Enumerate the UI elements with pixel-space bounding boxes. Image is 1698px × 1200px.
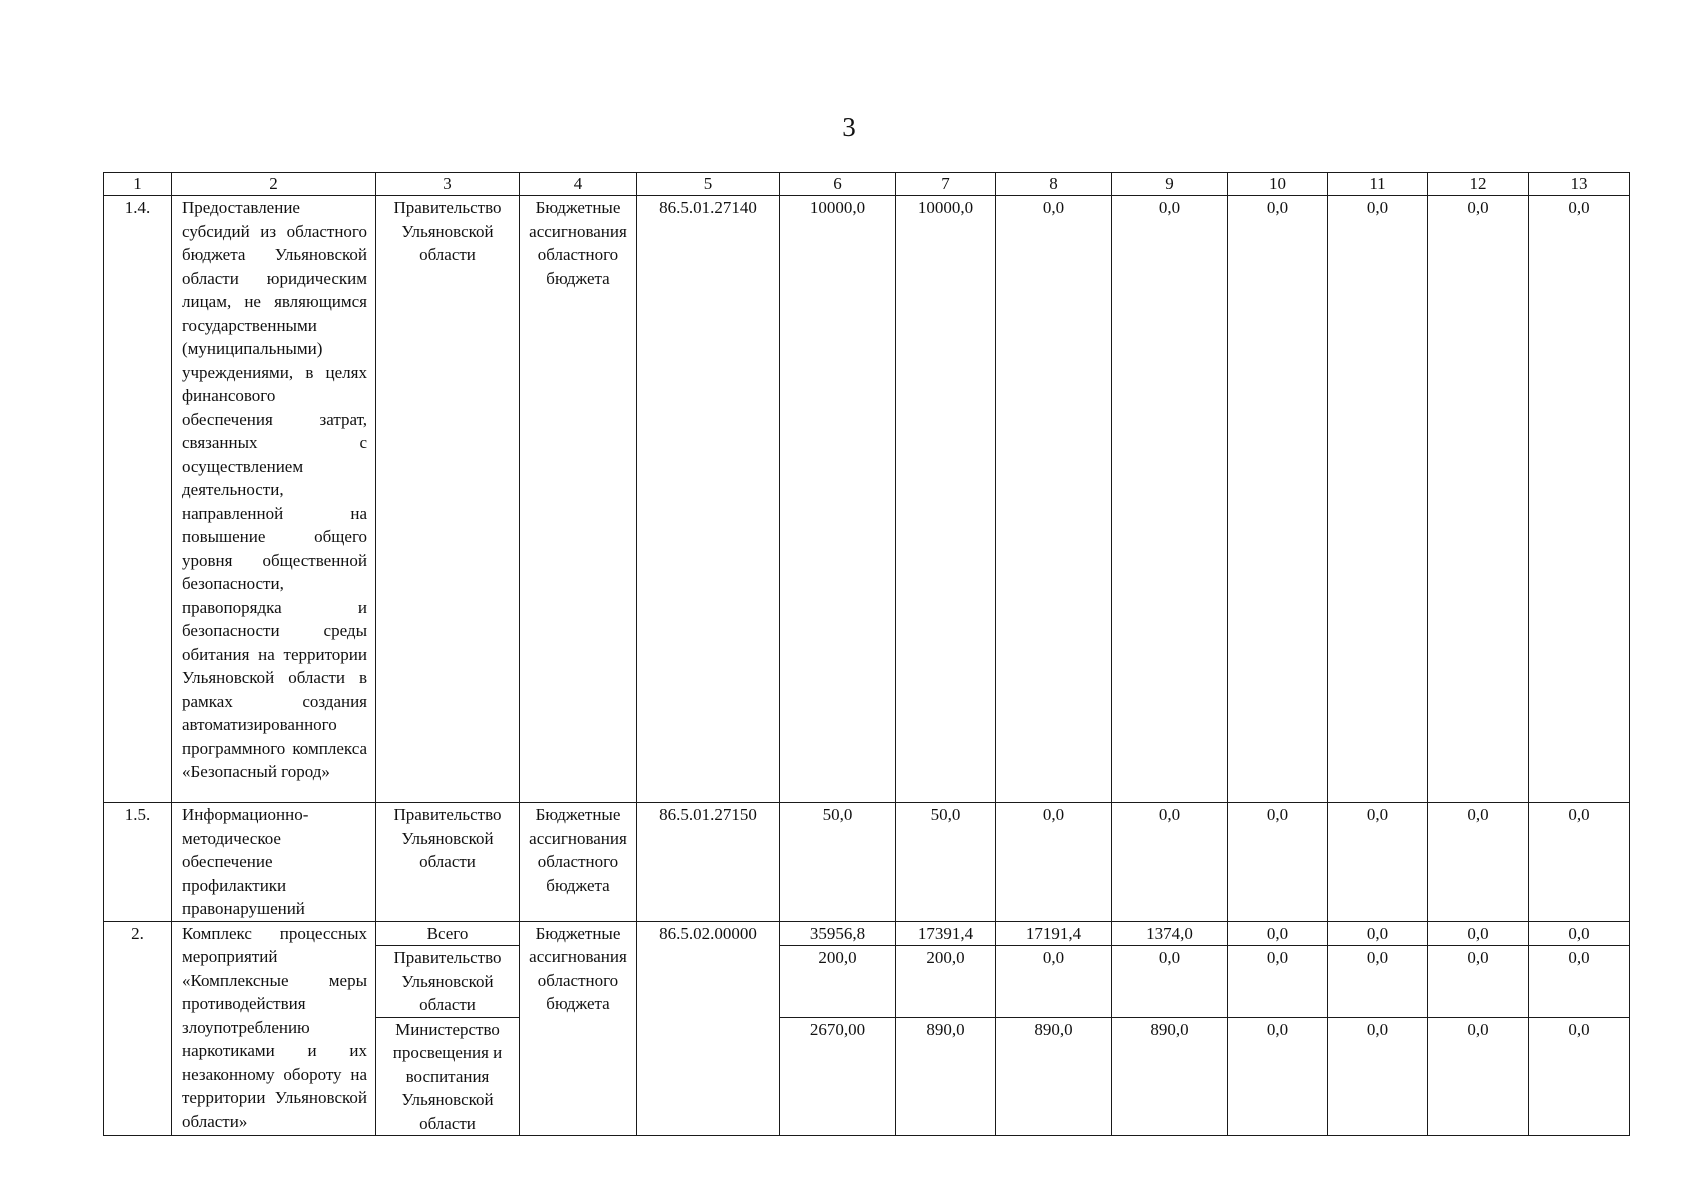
- value-cell: 17191,4: [996, 921, 1112, 946]
- value-cell: 0,0: [1428, 196, 1529, 803]
- column-number: 3: [376, 173, 520, 196]
- table-row: [104, 921, 1630, 946]
- value-cell: 50,0: [780, 803, 896, 922]
- funding-source: Бюджетные ассигнования областного бюджета: [520, 196, 637, 803]
- value-cell: 0,0: [1228, 921, 1328, 946]
- value-cell: 0,0: [1529, 946, 1630, 1018]
- executor: Правительство Ульяновской области: [376, 946, 520, 1018]
- column-number: 1: [104, 173, 172, 196]
- value-cell: 0,0: [1228, 946, 1328, 1018]
- value-cell: 200,0: [896, 946, 996, 1018]
- column-number: 9: [1112, 173, 1228, 196]
- measure-name: Информационно-методическое обеспечение профилактики правонарушений: [172, 803, 376, 922]
- measure-name: Предоставление субсидий из областного бюджета Ульяновской области юридическим лицам, не являющимся государственными (муниципальными) учреждениями, в целях финансового обеспечения затрат, связанных с осуществлением деятельности, направленной на повышение общего уровня общественной безопасности, правопорядка и безопасности среды обитания на территории Ульяновской области в рамках создания автоматизированного программного комплекса «Безопасный город»: [172, 196, 376, 803]
- column-number-row: [104, 173, 1630, 196]
- value-cell: 0,0: [1328, 803, 1428, 922]
- column-number: 13: [1529, 173, 1630, 196]
- value-cell: 0,0: [1428, 946, 1529, 1018]
- measure-name: Комплекс процессных мероприятий «Комплексные меры противодействия злоупотреблению наркотиками и их незаконному обороту на территории Ульяновской области»: [172, 921, 376, 1136]
- value-cell: 35956,8: [780, 921, 896, 946]
- value-cell: 0,0: [1529, 1017, 1630, 1136]
- executor: Правительство Ульяновской области: [376, 803, 520, 922]
- value-cell: 50,0: [896, 803, 996, 922]
- value-cell: 0,0: [1112, 196, 1228, 803]
- column-number: 11: [1328, 173, 1428, 196]
- funding-source: Бюджетные ассигнования областного бюджета: [520, 921, 637, 1136]
- table-row: [104, 196, 1630, 803]
- budget-code: 86.5.01.27150: [637, 803, 780, 922]
- row-number: 2.: [104, 921, 172, 1136]
- column-number: 6: [780, 173, 896, 196]
- column-number: 8: [996, 173, 1112, 196]
- budget-code: 86.5.02.00000: [637, 921, 780, 1136]
- executor: Министерство просвещения и воспитания Ульяновской области: [376, 1017, 520, 1136]
- page-number: 3: [842, 112, 856, 142]
- value-cell: 0,0: [1529, 803, 1630, 922]
- value-cell: 17391,4: [896, 921, 996, 946]
- value-cell: 0,0: [1428, 803, 1529, 922]
- value-cell: 0,0: [1328, 921, 1428, 946]
- value-cell: 200,0: [780, 946, 896, 1018]
- budget-table: [103, 172, 1630, 1136]
- value-cell: 0,0: [996, 196, 1112, 803]
- column-number: 10: [1228, 173, 1328, 196]
- value-cell: 0,0: [996, 946, 1112, 1018]
- value-cell: 0,0: [996, 803, 1112, 922]
- value-cell: 0,0: [1228, 1017, 1328, 1136]
- value-cell: 0,0: [1228, 196, 1328, 803]
- value-cell: 1374,0: [1112, 921, 1228, 946]
- value-cell: 0,0: [1428, 1017, 1529, 1136]
- value-cell: 0,0: [1328, 946, 1428, 1018]
- column-number: 4: [520, 173, 637, 196]
- executor: Всего: [376, 921, 520, 946]
- value-cell: 0,0: [1112, 946, 1228, 1018]
- table-row: [104, 803, 1630, 922]
- value-cell: 0,0: [1428, 921, 1529, 946]
- row-number: 1.5.: [104, 803, 172, 922]
- column-number: 2: [172, 173, 376, 196]
- executor: Правительство Ульяновской области: [376, 196, 520, 803]
- value-cell: 890,0: [996, 1017, 1112, 1136]
- value-cell: 10000,0: [896, 196, 996, 803]
- value-cell: 0,0: [1529, 196, 1630, 803]
- value-cell: 890,0: [896, 1017, 996, 1136]
- value-cell: 0,0: [1228, 803, 1328, 922]
- value-cell: 0,0: [1529, 921, 1630, 946]
- budget-code: 86.5.01.27140: [637, 196, 780, 803]
- column-number: 5: [637, 173, 780, 196]
- value-cell: 10000,0: [780, 196, 896, 803]
- value-cell: 2670,00: [780, 1017, 896, 1136]
- column-number: 7: [896, 173, 996, 196]
- row-number: 1.4.: [104, 196, 172, 803]
- column-number: 12: [1428, 173, 1529, 196]
- value-cell: 890,0: [1112, 1017, 1228, 1136]
- value-cell: 0,0: [1328, 196, 1428, 803]
- funding-source: Бюджетные ассигнования областного бюджета: [520, 803, 637, 922]
- value-cell: 0,0: [1112, 803, 1228, 922]
- value-cell: 0,0: [1328, 1017, 1428, 1136]
